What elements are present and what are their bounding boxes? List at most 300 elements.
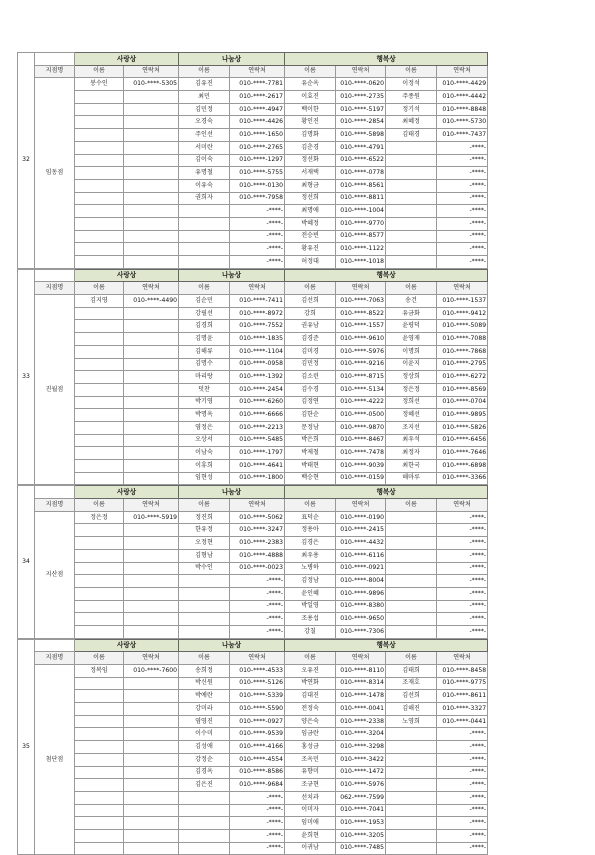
happy2-contact-column-header: 연락처 — [437, 282, 488, 295]
award-header-row — [18, 53, 578, 66]
happy-name-cell: 유향미 — [285, 766, 336, 779]
happy-name-2-cell — [386, 524, 437, 537]
nanum-contact-cell: 010-****-7781 — [230, 78, 285, 91]
table-row — [18, 78, 578, 91]
happy-contact-cell: 010-****-4791 — [336, 141, 386, 154]
happy-name-2-cell — [386, 613, 437, 626]
table-row — [18, 179, 578, 192]
nanum-contact-cell: 010-****-9539 — [230, 728, 285, 741]
happy-contact-2-cell: -****- — [437, 625, 488, 638]
table-row — [18, 537, 578, 550]
happy-name-2-cell: 김선희 — [386, 690, 437, 703]
grand-contact-cell — [124, 562, 179, 575]
happy-contact-2-cell: -****- — [437, 549, 488, 562]
happy-contact-2-cell: -****- — [437, 829, 488, 842]
grand-contact-cell — [124, 829, 179, 842]
table-row — [18, 460, 578, 473]
grand-name-cell — [75, 460, 124, 473]
header-spacer — [35, 269, 75, 282]
happy-contact-2-cell: -****- — [437, 243, 488, 256]
happy-name-cell: 이효진 — [285, 91, 336, 104]
happy-contact-cell: 010-****-1472 — [336, 766, 386, 779]
happy-contact-cell: 010-****-3422 — [336, 753, 386, 766]
table-row — [18, 192, 578, 205]
happy-contact-2-cell: -****- — [437, 587, 488, 600]
happy-name-2-cell — [386, 179, 437, 192]
nanum-name-cell: 김유진 — [179, 78, 230, 91]
happy-contact-2-cell: -****- — [437, 154, 488, 167]
grand-name-column-header: 이름 — [75, 652, 124, 665]
happy-award-header: 행복상 — [285, 53, 488, 66]
happy-name-2-cell: 해마루 — [386, 472, 437, 485]
happy-contact-cell: 010-****-7478 — [336, 447, 386, 460]
happy-contact-2-cell: -****- — [437, 167, 488, 180]
grand-name-cell — [75, 728, 124, 741]
grand-name-cell — [75, 345, 124, 358]
happy-name-2-cell: 이명희 — [386, 345, 437, 358]
grand-name-cell — [75, 167, 124, 180]
table-row — [18, 141, 578, 154]
nanum-name-cell: 이유숙 — [179, 179, 230, 192]
happy-contact-cell: 010-****-9896 — [336, 587, 386, 600]
happy-contact-2-cell: 010-****-5730 — [437, 116, 488, 129]
grand-name-column-header: 이름 — [75, 65, 124, 78]
table-row — [18, 842, 578, 855]
grand-contact-cell: 010-****-5919 — [124, 511, 179, 524]
table-row — [18, 524, 578, 537]
happy-name-2-cell — [386, 256, 437, 269]
table-row — [18, 256, 578, 269]
happy-contact-cell: 010-****-0620 — [336, 78, 386, 91]
happy-contact-2-cell: -****- — [437, 791, 488, 804]
grand-name-cell — [75, 562, 124, 575]
table-row — [18, 358, 578, 371]
nanum-contact-column-header: 연락처 — [230, 499, 285, 512]
table-row — [18, 575, 578, 588]
happy2-name-column-header: 이름 — [386, 652, 437, 665]
happy-name-cell: 이미자 — [285, 804, 336, 817]
nanum-contact-cell: 010-****-1297 — [230, 154, 285, 167]
happy-name-cell: 강칠 — [285, 625, 336, 638]
happy-name-2-cell — [386, 817, 437, 830]
happy-contact-2-cell: -****- — [437, 217, 488, 230]
grand-name-cell — [75, 600, 124, 613]
happy-contact-2-cell: -****- — [437, 230, 488, 243]
table-row — [18, 371, 578, 384]
grand-name-cell — [75, 243, 124, 256]
nanum-name-cell: 서미란 — [179, 141, 230, 154]
nanum-award-header: 나눔상 — [179, 269, 285, 282]
happy-contact-2-cell: -****- — [437, 741, 488, 754]
happy-contact-2-cell: 010-****-7437 — [437, 129, 488, 142]
grand-contact-cell — [124, 358, 179, 371]
grand-contact-cell — [124, 549, 179, 562]
happy-name-cell: 박태현 — [285, 460, 336, 473]
happy-contact-2-cell: 010-****-5826 — [437, 421, 488, 434]
nanum-contact-cell: 010-****-3247 — [230, 524, 285, 537]
grand-contact-cell — [124, 625, 179, 638]
happy-contact-cell: 010-****-8561 — [336, 179, 386, 192]
happy-name-cell: 김대진 — [285, 690, 336, 703]
happy-name-cell: 박연화 — [285, 677, 336, 690]
happy-name-2-cell: 정은정 — [386, 383, 437, 396]
happy-contact-2-cell: 010-****-4429 — [437, 78, 488, 91]
happy-name-cell: 박은희 — [285, 434, 336, 447]
happy-name-column-header: 이름 — [285, 499, 336, 512]
nanum-name-cell: 염영진 — [179, 715, 230, 728]
happy-name-cell: 김경준 — [285, 333, 336, 346]
grand-contact-cell — [124, 460, 179, 473]
grand-contact-cell — [124, 192, 179, 205]
nanum-name-cell: 한유정 — [179, 524, 230, 537]
happy-name-cell: 김미경 — [285, 345, 336, 358]
happy-contact-cell: 010-****-8380 — [336, 600, 386, 613]
happy-award-header: 행복상 — [285, 269, 488, 282]
nanum-name-cell: 이수미 — [179, 728, 230, 741]
happy-name-2-cell: 노영희 — [386, 715, 437, 728]
grand-contact-cell — [124, 129, 179, 142]
happy-name-cell: 정용아 — [285, 524, 336, 537]
branch-block-35 — [17, 639, 578, 855]
happy-name-2-cell — [386, 600, 437, 613]
grand-name-cell — [75, 434, 124, 447]
happy-name-2-cell — [386, 511, 437, 524]
nanum-name-cell: 강정순 — [179, 753, 230, 766]
nanum-name-column-header: 이름 — [179, 282, 230, 295]
happy-name-2-cell — [386, 829, 437, 842]
happy-name-2-cell — [386, 791, 437, 804]
grand-contact-column-header: 연락처 — [124, 282, 179, 295]
nanum-name-cell — [179, 230, 230, 243]
nanum-name-cell: 김성애 — [179, 741, 230, 754]
nanum-name-cell: 박수인 — [179, 562, 230, 575]
nanum-contact-cell: -****- — [230, 829, 285, 842]
nanum-contact-cell: -****- — [230, 613, 285, 626]
nanum-name-cell — [179, 256, 230, 269]
happy-contact-2-cell: 010-****-7088 — [437, 333, 488, 346]
nanum-name-cell: 김순민 — [179, 295, 230, 308]
happy-name-2-cell: 조재호 — [386, 677, 437, 690]
nanum-name-column-header: 이름 — [179, 652, 230, 665]
grand-contact-cell — [124, 205, 179, 218]
nanum-award-header: 나눔상 — [179, 639, 285, 652]
grand-contact-cell — [124, 677, 179, 690]
happy-contact-2-cell: -****- — [437, 511, 488, 524]
happy-contact-cell: 010-****-6116 — [336, 549, 386, 562]
happy-name-cell: 노병하 — [285, 562, 336, 575]
grand-name-cell — [75, 613, 124, 626]
nanum-contact-cell: -****- — [230, 230, 285, 243]
table-row — [18, 333, 578, 346]
happy-contact-cell: 010-****-0921 — [336, 562, 386, 575]
nanum-award-header: 나눔상 — [179, 53, 285, 66]
nanum-name-cell: 오상서 — [179, 434, 230, 447]
grand-name-cell — [75, 690, 124, 703]
table-row — [18, 307, 578, 320]
nanum-name-cell — [179, 791, 230, 804]
happy-contact-2-cell: -****- — [437, 179, 488, 192]
happy-contact-cell: 010-****-9610 — [336, 333, 386, 346]
grand-contact-cell — [124, 537, 179, 550]
happy2-contact-column-header: 연락처 — [437, 652, 488, 665]
happy-name-cell: 최우용 — [285, 549, 336, 562]
happy-name-cell: 백이한 — [285, 103, 336, 116]
grand-name-cell — [75, 103, 124, 116]
table-row — [18, 791, 578, 804]
happy-name-cell: 조규현 — [285, 779, 336, 792]
grand-name-cell — [75, 524, 124, 537]
table-row — [18, 409, 578, 422]
happy-name-cell: 서재택 — [285, 167, 336, 180]
grand-name-cell — [75, 766, 124, 779]
nanum-contact-cell: 010-****-1797 — [230, 447, 285, 460]
happy-name-2-cell — [386, 804, 437, 817]
happy-name-2-cell: 김해진 — [386, 703, 437, 716]
nanum-contact-cell: 010-****-2454 — [230, 383, 285, 396]
happy-name-cell: 최형금 — [285, 179, 336, 192]
happy-contact-cell: 010-****-8715 — [336, 371, 386, 384]
table-row — [18, 665, 578, 678]
happy-contact-2-cell: -****- — [437, 817, 488, 830]
grand-contact-cell — [124, 703, 179, 716]
nanum-contact-cell: 010-****-5126 — [230, 677, 285, 690]
nanum-contact-cell: 010-****-2765 — [230, 141, 285, 154]
happy-contact-2-cell: -****- — [437, 537, 488, 550]
nanum-name-cell: 주인선 — [179, 129, 230, 142]
happy-name-2-cell: 주종원 — [386, 91, 437, 104]
branch-number: 35 — [18, 639, 35, 855]
grand-contact-cell — [124, 116, 179, 129]
happy-contact-2-cell: -****- — [437, 766, 488, 779]
nanum-name-cell — [179, 575, 230, 588]
happy-name-cell: 윤인혜 — [285, 587, 336, 600]
table-row — [18, 549, 578, 562]
table-row — [18, 421, 578, 434]
nanum-contact-cell: -****- — [230, 817, 285, 830]
grand-contact-cell — [124, 371, 179, 384]
nanum-name-cell: 김민정 — [179, 103, 230, 116]
nanum-name-cell: 김명윤 — [179, 333, 230, 346]
happy-contact-2-cell: -****- — [437, 141, 488, 154]
grand-name-cell — [75, 575, 124, 588]
grand-name-cell — [75, 409, 124, 422]
nanum-contact-cell: 010-****-1650 — [230, 129, 285, 142]
grand-contact-cell — [124, 154, 179, 167]
happy-contact-column-header: 연락처 — [336, 282, 386, 295]
grand-contact-cell — [124, 320, 179, 333]
happy-name-cell: 임금란 — [285, 728, 336, 741]
nanum-contact-cell: 010-****-1392 — [230, 371, 285, 384]
happy-contact-cell: 010-****-0041 — [336, 703, 386, 716]
nanum-name-cell: 박명옥 — [179, 409, 230, 422]
grand-name-cell — [75, 587, 124, 600]
branch-block-33 — [17, 269, 578, 486]
grand-award-header: 사랑상 — [75, 486, 179, 499]
happy-contact-cell: 010-****-5976 — [336, 779, 386, 792]
nanum-name-cell: 강필선 — [179, 307, 230, 320]
table-row — [18, 295, 578, 308]
happy-contact-2-cell: 010-****-0441 — [437, 715, 488, 728]
happy-name-2-cell: 윤평덕 — [386, 320, 437, 333]
grand-name-cell — [75, 829, 124, 842]
grand-name-cell — [75, 677, 124, 690]
award-contact-sheet — [17, 52, 577, 855]
grand-name-cell — [75, 333, 124, 346]
happy-contact-cell: 010-****-9870 — [336, 421, 386, 434]
grand-name-cell — [75, 715, 124, 728]
happy-name-cell: 박제철 — [285, 447, 336, 460]
happy-name-cell: 전승빈 — [285, 230, 336, 243]
happy-name-cell: 양은숙 — [285, 715, 336, 728]
happy-contact-2-cell: 010-****-1537 — [437, 295, 488, 308]
happy-name-cell: 김민정 — [285, 358, 336, 371]
happy-contact-2-cell: -****- — [437, 524, 488, 537]
happy-contact-cell: 010-****-1122 — [336, 243, 386, 256]
table-row — [18, 753, 578, 766]
happy-contact-2-cell: -****- — [437, 728, 488, 741]
nanum-name-cell — [179, 829, 230, 842]
table-row — [18, 129, 578, 142]
happy-contact-2-cell: 010-****-6272 — [437, 371, 488, 384]
happy-contact-2-cell: 010-****-9895 — [437, 409, 488, 422]
happy-name-cell: 선치과 — [285, 791, 336, 804]
happy-contact-2-cell: -****- — [437, 562, 488, 575]
grand-name-cell — [75, 549, 124, 562]
table-row — [18, 396, 578, 409]
happy-name-cell: 김정남 — [285, 575, 336, 588]
nanum-name-cell: 오경숙 — [179, 116, 230, 129]
grand-contact-cell — [124, 141, 179, 154]
column-header-row — [18, 282, 578, 295]
branch-name: 지산점 — [35, 511, 75, 638]
happy-contact-2-cell: 010-****-9775 — [437, 677, 488, 690]
nanum-name-column-header: 이름 — [179, 65, 230, 78]
nanum-name-cell: 김명수 — [179, 358, 230, 371]
happy-name-cell: 김정연 — [285, 396, 336, 409]
grand-contact-cell — [124, 333, 179, 346]
happy-name-2-cell: 조지선 — [386, 421, 437, 434]
nanum-name-cell: 유명철 — [179, 167, 230, 180]
grand-contact-cell — [124, 396, 179, 409]
table-row — [18, 243, 578, 256]
happy-name-cell: 김한순 — [285, 409, 336, 422]
nanum-name-cell: 염정은 — [179, 421, 230, 434]
grand-contact-cell — [124, 791, 179, 804]
table-row — [18, 434, 578, 447]
nanum-contact-cell: 010-****-2383 — [230, 537, 285, 550]
nanum-name-cell: 김형남 — [179, 549, 230, 562]
happy-name-cell: 황유진 — [285, 243, 336, 256]
grand-contact-cell — [124, 779, 179, 792]
nanum-contact-column-header: 연락처 — [230, 652, 285, 665]
grand-name-cell — [75, 371, 124, 384]
branch-column-header: 지점명 — [35, 499, 75, 512]
happy-name-cell: 김경은 — [285, 537, 336, 550]
happy-contact-cell: 010-****-2854 — [336, 116, 386, 129]
grand-name-cell — [75, 205, 124, 218]
happy-contact-cell: 010-****-1953 — [336, 817, 386, 830]
table-row — [18, 91, 578, 104]
nanum-contact-cell: -****- — [230, 256, 285, 269]
happy-name-column-header: 이름 — [285, 652, 336, 665]
grand-name-cell — [75, 256, 124, 269]
grand-contact-cell — [124, 167, 179, 180]
nanum-contact-column-header: 연락처 — [230, 282, 285, 295]
branch-column-header: 지점명 — [35, 65, 75, 78]
nanum-contact-cell: 010-****-8586 — [230, 766, 285, 779]
grand-award-header: 사랑상 — [75, 269, 179, 282]
grand-contact-cell — [124, 524, 179, 537]
table-row — [18, 230, 578, 243]
happy-name-2-cell: 유금화 — [386, 307, 437, 320]
happy-name-2-cell: 최한국 — [386, 460, 437, 473]
grand-name-cell — [75, 192, 124, 205]
table-row — [18, 205, 578, 218]
nanum-contact-cell: 010-****-9684 — [230, 779, 285, 792]
branch-name: 진월점 — [35, 295, 75, 485]
happy-name-2-cell — [386, 587, 437, 600]
happy-contact-2-cell: 010-****-3327 — [437, 703, 488, 716]
happy-contact-2-cell: 010-****-6898 — [437, 460, 488, 473]
award-header-row — [18, 486, 578, 499]
happy-contact-2-cell: 010-****-9412 — [437, 307, 488, 320]
happy2-name-column-header: 이름 — [386, 499, 437, 512]
grand-contact-cell — [124, 217, 179, 230]
nanum-contact-cell: -****- — [230, 575, 285, 588]
happy-contact-cell: 010-****-3205 — [336, 829, 386, 842]
grand-contact-cell — [124, 179, 179, 192]
nanum-contact-cell: -****- — [230, 243, 285, 256]
nanum-contact-cell: 010-****-7411 — [230, 295, 285, 308]
happy-contact-2-cell: -****- — [437, 205, 488, 218]
grand-contact-cell — [124, 472, 179, 485]
nanum-name-cell: 박신원 — [179, 677, 230, 690]
grand-name-cell — [75, 217, 124, 230]
branch-column-header: 지점명 — [35, 282, 75, 295]
happy-name-cell: 김소린 — [285, 371, 336, 384]
happy-contact-cell: 010-****-4222 — [336, 396, 386, 409]
grand-contact-cell — [124, 766, 179, 779]
grand-contact-cell — [124, 587, 179, 600]
happy-contact-2-cell: 010-****-8458 — [437, 665, 488, 678]
grand-name-cell — [75, 817, 124, 830]
grand-name-column-header: 이름 — [75, 282, 124, 295]
grand-name-cell — [75, 472, 124, 485]
grand-contact-cell — [124, 804, 179, 817]
grand-contact-cell — [124, 842, 179, 855]
table-row — [18, 741, 578, 754]
happy-name-2-cell — [386, 167, 437, 180]
happy-name-cell: 허정대 — [285, 256, 336, 269]
happy-name-cell: 홍성금 — [285, 741, 336, 754]
nanum-name-cell: 임현성 — [179, 472, 230, 485]
table-row — [18, 472, 578, 485]
happy-name-2-cell — [386, 728, 437, 741]
happy-contact-cell: 010-****-7063 — [336, 295, 386, 308]
grand-name-cell — [75, 791, 124, 804]
nanum-name-cell: 강미라 — [179, 703, 230, 716]
nanum-name-cell — [179, 613, 230, 626]
happy-contact-2-cell: -****- — [437, 256, 488, 269]
award-header-row — [18, 269, 578, 282]
nanum-contact-column-header: 연락처 — [230, 65, 285, 78]
happy-contact-cell: 010-****-1478 — [336, 690, 386, 703]
grand-contact-cell — [124, 230, 179, 243]
nanum-name-cell: 김경옥 — [179, 766, 230, 779]
grand-contact-column-header: 연락처 — [124, 499, 179, 512]
grand-name-cell: 정복임 — [75, 665, 124, 678]
happy-contact-cell: 010-****-1018 — [336, 256, 386, 269]
